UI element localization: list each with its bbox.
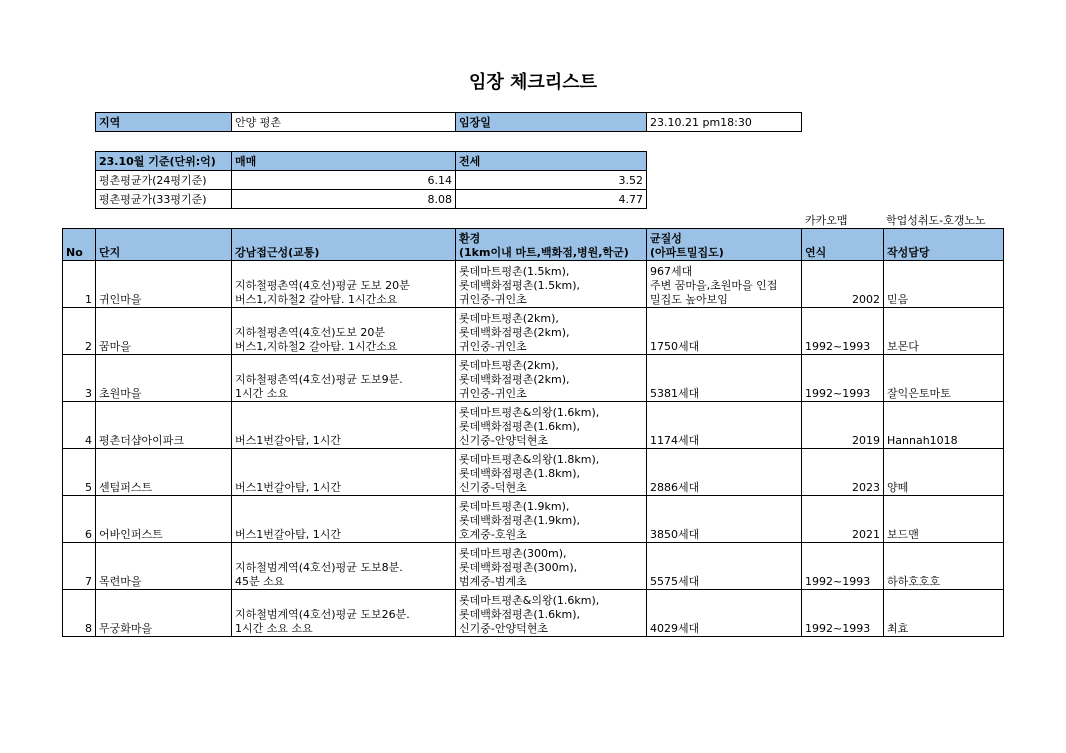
table-row — [63, 496, 1004, 543]
homogeneity-info[interactable]: 1750세대 — [647, 308, 802, 355]
table-row — [63, 543, 1004, 590]
environment-info[interactable]: 롯데마트평촌(1.9km), 롯데백화점평촌(1.9km), 호계중-호원초 — [456, 496, 647, 543]
note-source-map: 카카오맵 — [805, 214, 848, 227]
row-number: 5 — [63, 449, 96, 496]
environment-info[interactable]: 롯데마트평촌&의왕(1.6km), 롯데백화점평촌(1.6km), 신기중-안양덕현초 — [456, 402, 647, 449]
price-row — [96, 171, 647, 190]
built-year[interactable]: 2002 — [802, 261, 884, 308]
table-row — [63, 402, 1004, 449]
price-row-label[interactable]: 평촌평균가(24평기준) — [96, 171, 232, 190]
writer-name[interactable]: Hannah1018 — [884, 402, 1004, 449]
homogeneity-info[interactable]: 4029세대 — [647, 590, 802, 637]
row-number: 2 — [63, 308, 96, 355]
writer-name[interactable]: 믿음 — [884, 261, 1004, 308]
environment-info[interactable]: 롯데마트평촌&의왕(1.6km), 롯데백화점평촌(1.6km), 신기중-안양덕현초 — [456, 590, 647, 637]
header-access: 강남접근성(교통) — [232, 229, 456, 261]
writer-name[interactable]: 잘익은토마토 — [884, 355, 1004, 402]
header-homogeneity: 균질성 (아파트밀집도) — [647, 229, 802, 261]
access-info[interactable]: 지하철범계역(4호선)평균 도보26분. 1시간 소요 소요 — [232, 590, 456, 637]
row-number: 1 — [63, 261, 96, 308]
page-title: 임장 체크리스트 — [469, 72, 597, 93]
header-complex: 단지 — [96, 229, 232, 261]
writer-name[interactable]: 보몬다 — [884, 308, 1004, 355]
region-value[interactable]: 안양 평촌 — [232, 113, 456, 132]
environment-info[interactable]: 롯데마트평촌(2km), 롯데백화점평촌(2km), 귀인중-귀인초 — [456, 355, 647, 402]
note-source-school: 학업성취도-호갱노노 — [886, 214, 986, 227]
complex-name[interactable]: 평촌더샵아이파크 — [96, 402, 232, 449]
complex-name[interactable]: 어바인퍼스트 — [96, 496, 232, 543]
header-writer: 작성담당 — [884, 229, 1004, 261]
price-sale-value[interactable]: 8.08 — [232, 190, 456, 209]
price-sale-value[interactable]: 6.14 — [232, 171, 456, 190]
built-year[interactable]: 2021 — [802, 496, 884, 543]
homogeneity-info[interactable]: 3850세대 — [647, 496, 802, 543]
homogeneity-info[interactable]: 2886세대 — [647, 449, 802, 496]
info-table — [95, 112, 802, 132]
writer-name[interactable]: 최효 — [884, 590, 1004, 637]
row-number: 7 — [63, 543, 96, 590]
complex-name[interactable]: 목련마을 — [96, 543, 232, 590]
environment-info[interactable]: 롯데마트평촌&의왕(1.8km), 롯데백화점평촌(1.8km), 신기중-덕현초 — [456, 449, 647, 496]
access-info[interactable]: 지하철평촌역(4호선)평균 도보9분. 1시간 소요 — [232, 355, 456, 402]
header-environment: 환경 (1km이내 마트,백화점,병원,학군) — [456, 229, 647, 261]
built-year[interactable]: 1992~1993 — [802, 543, 884, 590]
checklist-table — [62, 228, 1004, 637]
price-header-jeonse: 전세 — [456, 152, 647, 171]
price-row-label[interactable]: 평촌평균가(33평기준) — [96, 190, 232, 209]
built-year[interactable]: 2019 — [802, 402, 884, 449]
access-info[interactable]: 버스1번갈아탐, 1시간 — [232, 449, 456, 496]
environment-info[interactable]: 롯데마트평촌(2km), 롯데백화점평촌(2km), 귀인중-귀인초 — [456, 308, 647, 355]
table-row — [63, 308, 1004, 355]
access-info[interactable]: 지하철범계역(4호선)평균 도보8분. 45분 소요 — [232, 543, 456, 590]
row-number: 3 — [63, 355, 96, 402]
complex-name[interactable]: 귀인마을 — [96, 261, 232, 308]
header-year: 연식 — [802, 229, 884, 261]
environment-info[interactable]: 롯데마트평촌(300m), 롯데백화점평촌(300m), 범계중-범계초 — [456, 543, 647, 590]
price-jeonse-value[interactable]: 3.52 — [456, 171, 647, 190]
built-year[interactable]: 1992~1993 — [802, 308, 884, 355]
homogeneity-info[interactable]: 5575세대 — [647, 543, 802, 590]
row-number: 4 — [63, 402, 96, 449]
price-table — [95, 151, 647, 209]
table-row — [63, 590, 1004, 637]
price-row — [96, 190, 647, 209]
date-value[interactable]: 23.10.21 pm18:30 — [647, 113, 802, 132]
checklist-header-row — [63, 229, 1004, 261]
homogeneity-info[interactable]: 5381세대 — [647, 355, 802, 402]
complex-name[interactable]: 센텀퍼스트 — [96, 449, 232, 496]
access-info[interactable]: 버스1번갈아탐, 1시간 — [232, 496, 456, 543]
complex-name[interactable]: 초원마을 — [96, 355, 232, 402]
built-year[interactable]: 1992~1993 — [802, 590, 884, 637]
header-no: No — [63, 229, 96, 261]
price-header-sale: 매매 — [232, 152, 456, 171]
complex-name[interactable]: 꿈마을 — [96, 308, 232, 355]
access-info[interactable]: 지하철평촌역(4호선)평균 도보 20분 버스1,지하철2 갈아탐. 1시간소요 — [232, 261, 456, 308]
price-header-basis: 23.10월 기준(단위:억) — [96, 152, 232, 171]
complex-name[interactable]: 무궁화마을 — [96, 590, 232, 637]
homogeneity-info[interactable]: 1174세대 — [647, 402, 802, 449]
table-row — [63, 449, 1004, 496]
homogeneity-info[interactable]: 967세대 주변 꿈마을,초원마을 인접 밀집도 높아보임 — [647, 261, 802, 308]
built-year[interactable]: 2023 — [802, 449, 884, 496]
built-year[interactable]: 1992~1993 — [802, 355, 884, 402]
row-number: 6 — [63, 496, 96, 543]
writer-name[interactable]: 하하호호호 — [884, 543, 1004, 590]
date-label: 임장일 — [456, 113, 647, 132]
row-number: 8 — [63, 590, 96, 637]
access-info[interactable]: 지하철평촌역(4호선)도보 20분 버스1,지하철2 갈아탐. 1시간소요 — [232, 308, 456, 355]
writer-name[interactable]: 양떼 — [884, 449, 1004, 496]
table-row — [63, 261, 1004, 308]
price-jeonse-value[interactable]: 4.77 — [456, 190, 647, 209]
access-info[interactable]: 버스1번갈아탐, 1시간 — [232, 402, 456, 449]
table-row — [63, 355, 1004, 402]
writer-name[interactable]: 보드맨 — [884, 496, 1004, 543]
region-label: 지역 — [96, 113, 232, 132]
environment-info[interactable]: 롯데마트평촌(1.5km), 롯데백화점평촌(1.5km), 귀인중-귀인초 — [456, 261, 647, 308]
